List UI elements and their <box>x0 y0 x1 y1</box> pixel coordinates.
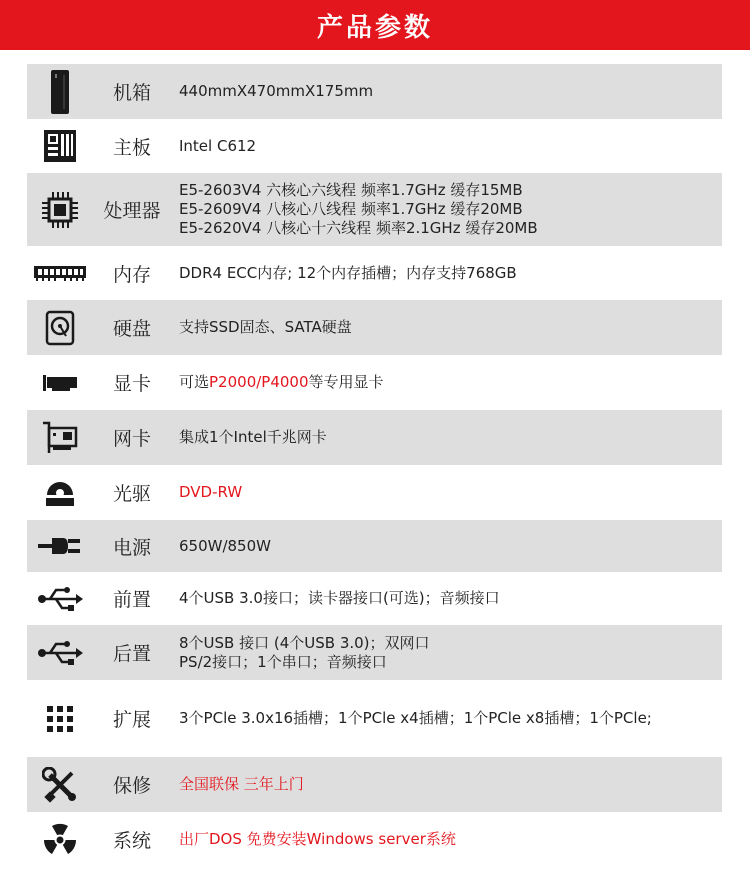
page-title: 产品参数 <box>316 12 433 43</box>
optical-drive-icon <box>27 465 93 520</box>
spec-label: 光驱 <box>112 483 151 505</box>
spec-label: 后置 <box>112 643 151 665</box>
spec-label: 前置 <box>112 589 151 611</box>
spec-label: 处理器 <box>103 200 161 222</box>
cpu-icon <box>27 173 93 246</box>
spec-row-motherboard <box>27 119 722 173</box>
spec-row-front-io <box>27 572 722 625</box>
spec-row-power <box>27 520 722 572</box>
tools-icon <box>27 757 93 812</box>
hard-disk-icon <box>27 300 93 355</box>
spec-value: 4个USB 3.0接口；读卡器接口(可选)；音频接口 <box>179 589 500 607</box>
spec-row-system <box>27 812 722 867</box>
spec-value: 集成1个Intel千兆网卡 <box>179 428 327 446</box>
spec-label: 网卡 <box>112 428 151 450</box>
spec-label: 硬盘 <box>112 318 151 340</box>
network-card-icon <box>27 410 93 465</box>
spec-value: DDR4 ECC内存; 12个内存插槽；内存支持768GB <box>179 263 517 282</box>
header-banner <box>0 0 750 50</box>
spec-row-network-card <box>27 410 722 465</box>
spec-row-warranty <box>27 757 722 812</box>
spec-label: 扩展 <box>112 709 151 731</box>
radiation-icon <box>27 812 93 867</box>
spec-row-chassis <box>27 64 722 119</box>
spec-label: 内存 <box>112 263 151 286</box>
spec-value: 440mmX470mmX175mm <box>179 82 374 100</box>
usb-icon <box>27 625 93 680</box>
spec-value: 支持SSD固态、SATA硬盘 <box>179 318 352 336</box>
spec-value: 3个PCle 3.0x16插槽；1个PCle x4插槽；1个PCle x8插槽；1个PCle; <box>179 709 652 727</box>
spec-value: 650W/850W <box>179 536 271 555</box>
spec-row-memory <box>27 246 722 300</box>
spec-value: Intel C612 <box>179 136 257 155</box>
spec-row-rear-io <box>27 625 722 680</box>
gpu-model-highlight: P2000/P4000 <box>209 373 309 391</box>
spec-label: 显卡 <box>112 373 151 395</box>
tower-case-icon <box>27 64 93 119</box>
spec-row-expansion <box>27 680 722 757</box>
motherboard-icon <box>27 119 93 173</box>
spec-row-optical-drive <box>27 465 722 520</box>
spec-row-cpu <box>27 173 722 246</box>
spec-value: 出厂DOS 免费安装Windows server系统 <box>179 830 456 848</box>
spec-value: DVD-RW <box>179 483 243 501</box>
grid-dots-icon <box>27 680 93 757</box>
spec-value: 8个USB 接口 (4个USB 3.0)；双网口 PS/2接口；1个串口；音频接口 <box>179 633 430 671</box>
spec-row-hard-disk <box>27 300 722 355</box>
spec-label: 系统 <box>112 830 151 852</box>
spec-row-graphics-card <box>27 355 722 410</box>
memory-icon <box>27 246 93 300</box>
graphics-card-icon <box>27 355 93 410</box>
spec-label: 机箱 <box>112 82 151 104</box>
usb-icon <box>27 572 93 625</box>
spec-value: 全国联保 三年上门 <box>179 775 304 793</box>
spec-label: 电源 <box>112 536 151 559</box>
power-plug-icon <box>27 520 93 572</box>
spec-value: E5-2603V4 六核心六线程 频率1.7GHz 缓存15MB E5-2609V4 八核心八线程 频率1.7GHz 缓存20MB E5-2620V4 八核心十六线程 频率2.1GHz 缓存20MB <box>179 181 538 237</box>
spec-label: 保修 <box>112 775 151 797</box>
spec-value: 可选P2000/P4000等专用显卡 <box>179 373 384 391</box>
spec-label: 主板 <box>112 136 151 159</box>
